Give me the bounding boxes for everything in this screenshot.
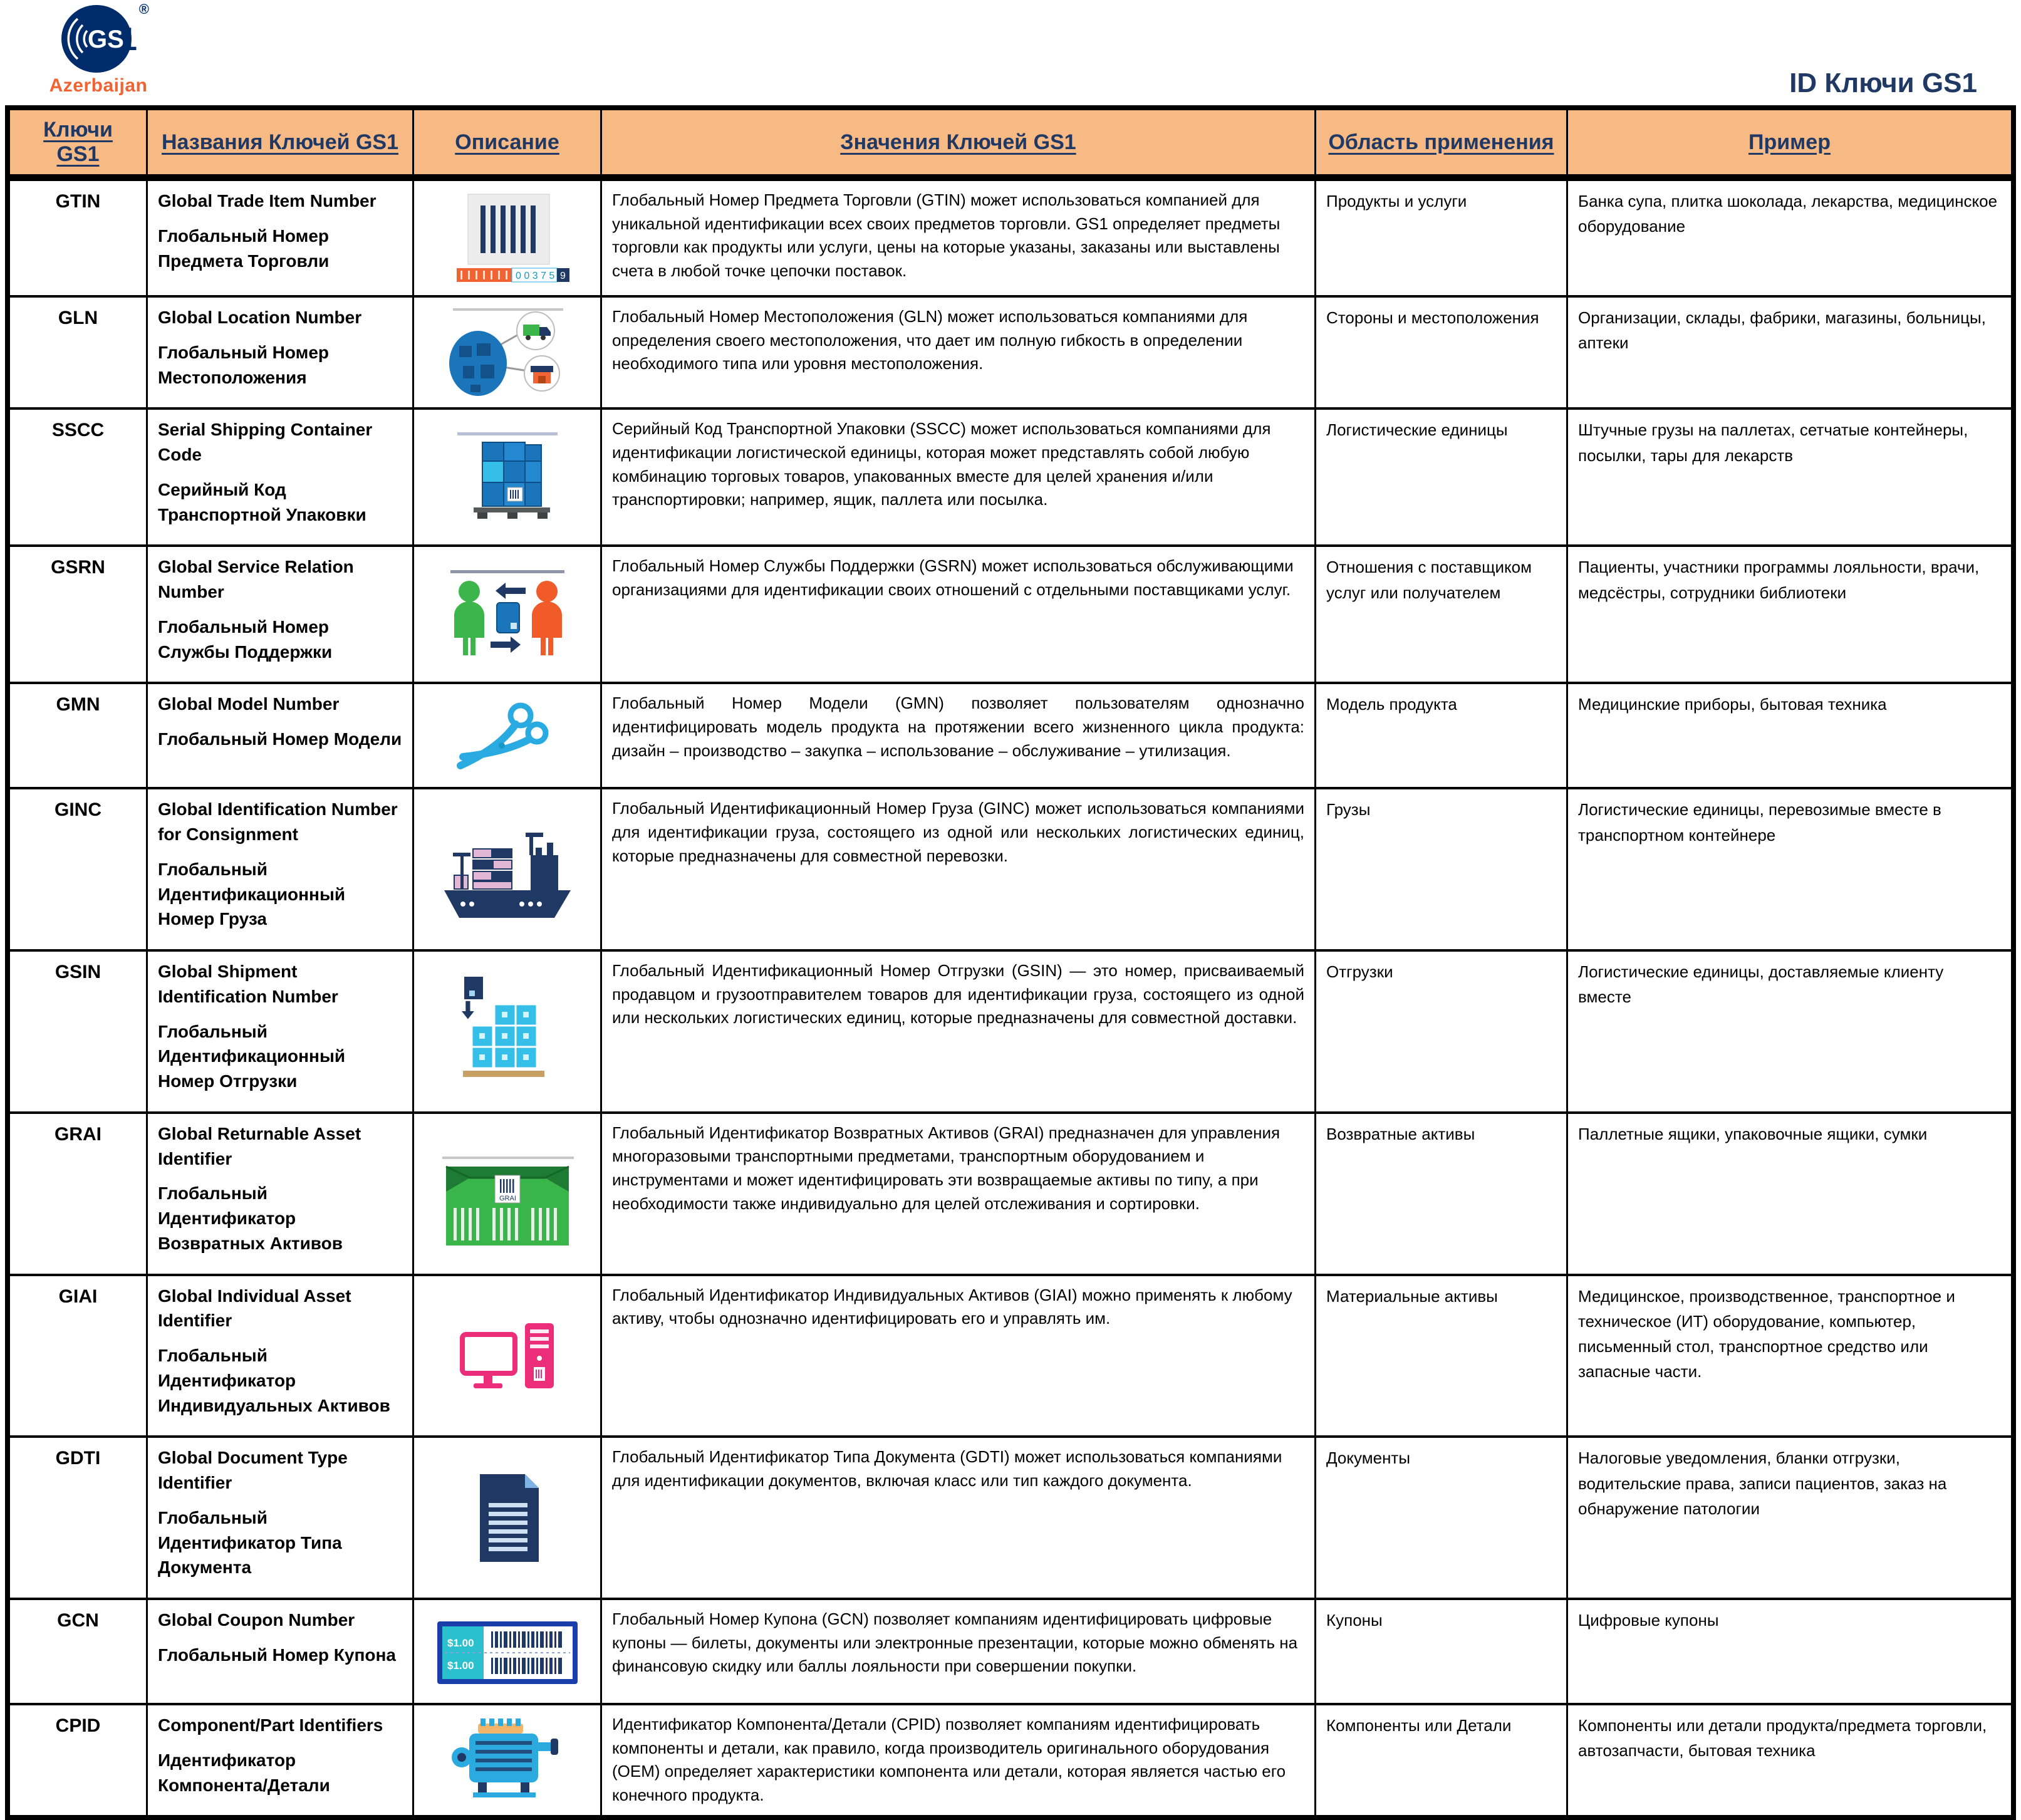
key-cell: GCN — [57, 1610, 99, 1631]
location-network-icon — [442, 306, 573, 400]
example-cell: Медицинское, производственное, транспортное и техническое (ИТ) оборудование, компьютер, письменный стол, транспортное средство или запасные части. — [1566, 1276, 2011, 1436]
table-row-ginc — [10, 787, 2011, 949]
table-row-gcn — [10, 1598, 2011, 1703]
page-title: ID Ключи GS1 — [1789, 68, 1977, 98]
name-cell — [146, 1600, 412, 1703]
icon-cell — [412, 298, 600, 407]
key-name-ru: Глобальный Номер Купона — [158, 1645, 396, 1665]
logo-region-label: Azerbaijan — [49, 75, 148, 96]
table-header-row — [10, 110, 2011, 179]
shipment-boxes-icon — [442, 972, 573, 1091]
key-name-ru: Идентификатор Компонента/Детали — [158, 1750, 330, 1795]
svg-text:GS: GS — [88, 26, 124, 53]
name-cell — [146, 547, 412, 682]
page-header — [0, 0, 2021, 105]
key-name-ru: Глобальный Идентификатор Индивидуальных Активов — [158, 1346, 390, 1415]
cargo-ship-icon — [435, 816, 579, 923]
example-cell: Логистические единицы, перевозимые вместе в транспортном контейнере — [1566, 789, 2011, 949]
svg-text:$1.00: $1.00 — [447, 1637, 474, 1649]
name-cell — [146, 684, 412, 787]
key-cell: GIAI — [58, 1286, 98, 1307]
key-name-ru: Глобальный Идентификационный Номер Отгрузки — [158, 1021, 346, 1091]
table-row-gsin — [10, 949, 2011, 1111]
icon-cell — [412, 684, 600, 787]
description-cell: Глобальный Номер Модели (GMN) позволяет пользователям однозначно идентифицировать модель продукта на протяжении всего жизненного цикла продукта: дизайн – производство – закупка – использование – обслуживание – утилизация. — [600, 684, 1314, 787]
description-cell: Глобальный Идентификатор Индивидуальных Активов (GIAI) можно применять к любому активу, чтобы однозначно идентифицировать его и управлять им. — [600, 1276, 1314, 1436]
key-cell: GDTI — [55, 1448, 101, 1469]
key-name-en: Global Identification Number for Consignment — [158, 799, 398, 844]
area-cell: Грузы — [1314, 789, 1566, 949]
description-cell: Глобальный Номер Службы Поддержки (GSRN) может использоваться обслуживающими организациями для идентификации своих отношений с отдельными поставщиками услуг. — [600, 547, 1314, 682]
icon-cell — [412, 1438, 600, 1598]
key-name-en: Global Returnable Asset Identifier — [158, 1123, 361, 1168]
example-cell: Штучные грузы на паллетах, сетчатые контейнеры, посылки, тары для лекарств — [1566, 410, 2011, 544]
example-cell: Цифровые купоны — [1566, 1600, 2011, 1703]
icon-cell — [412, 1276, 600, 1436]
table-row-sscc — [10, 407, 2011, 544]
description-cell: Идентификатор Компонента/Детали (CPID) позволяет компаниям идентифицировать компоненты и детали, как правило, когда производитель оригинального оборудования (OEM) определяет характеристики компонента или детали, которая является частью его конечного продукта. — [600, 1705, 1314, 1815]
key-name-en: Global Document Type Identifier — [158, 1448, 348, 1492]
table-row-gdti — [10, 1435, 2011, 1598]
computer-equipment-icon — [445, 1312, 570, 1400]
key-name-ru: Глобальный Номер Предмета Торговли — [158, 226, 330, 271]
name-cell — [146, 952, 412, 1111]
key-name-ru: Серийный Код Транспортной Упаковки — [158, 479, 366, 524]
description-cell: Глобальный Номер Местоположения (GLN) может использоваться компаниями для определения своего местоположения, что дает им полную гибкость в определении необходимого типа или уровня местоположения. — [600, 298, 1314, 407]
svg-text:$1.00: $1.00 — [447, 1660, 474, 1672]
area-cell: Возвратные активы — [1314, 1114, 1566, 1274]
key-name-ru: Глобальный Идентификатор Возвратных Активов — [158, 1183, 343, 1253]
key-name-ru: Глобальный Идентификационный Номер Груза — [158, 859, 346, 929]
gs1-azerbaijan-logo — [39, 1, 158, 96]
svg-text:1: 1 — [119, 21, 137, 58]
icon-cell — [412, 410, 600, 544]
key-cell: CPID — [55, 1715, 101, 1736]
name-cell — [146, 1438, 412, 1598]
key-name-en: Global Coupon Number — [158, 1610, 355, 1630]
example-cell: Налоговые уведомления, бланки отгрузки, водительские права, записи пациентов, заказ на обнаружение патологии — [1566, 1438, 2011, 1598]
scissors-icon — [442, 692, 573, 779]
area-cell: Логистические единицы — [1314, 410, 1566, 544]
area-cell: Отношения с поставщиком услуг или получателем — [1314, 547, 1566, 682]
svg-text:0 0 3 7 5: 0 0 3 7 5 — [515, 271, 554, 281]
area-cell: Модель продукта — [1314, 684, 1566, 787]
key-name-en: Global Service Relation Number — [158, 557, 354, 601]
area-cell: Материальные активы — [1314, 1276, 1566, 1436]
header-cell-description: Описание — [412, 110, 600, 174]
table-row-gmn — [10, 682, 2011, 787]
example-cell: Банка супа, плитка шоколада, лекарства, медицинское оборудование — [1566, 181, 2011, 295]
key-cell: GMN — [56, 694, 100, 715]
key-cell: GSRN — [51, 557, 105, 578]
header-cell-area: Область применения — [1314, 110, 1566, 174]
icon-cell — [412, 547, 600, 682]
table-row-cpid — [10, 1703, 2011, 1815]
header-cell-names: Названия Ключей GS1 — [146, 110, 412, 174]
name-cell — [146, 1114, 412, 1274]
area-cell: Купоны — [1314, 1600, 1566, 1703]
key-name-en: Component/Part Identifiers — [158, 1715, 383, 1735]
gs1-logo-icon — [51, 1, 149, 74]
example-cell: Организации, склады, фабрики, магазины, больницы, аптеки — [1566, 298, 2011, 407]
name-cell — [146, 410, 412, 544]
key-name-en: Global Trade Item Number — [158, 191, 377, 211]
icon-cell — [412, 181, 600, 295]
key-cell: GLN — [58, 308, 98, 328]
key-name-en: Global Model Number — [158, 694, 340, 714]
name-cell — [146, 1276, 412, 1436]
table-row-gtin — [10, 179, 2011, 295]
icon-cell — [412, 952, 600, 1111]
header-cell-meaning: Значения Ключей GS1 — [600, 110, 1314, 174]
key-name-ru: Глобальный Номер Модели — [158, 729, 402, 749]
table-row-giai — [10, 1274, 2011, 1436]
service-relation-icon — [442, 568, 573, 662]
example-cell: Медицинские приборы, бытовая техника — [1566, 684, 2011, 787]
icon-cell — [412, 1705, 600, 1815]
name-cell — [146, 789, 412, 949]
svg-text:9: 9 — [559, 271, 566, 281]
area-cell: Документы — [1314, 1438, 1566, 1598]
key-cell: SSCC — [51, 420, 105, 441]
area-cell: Отгрузки — [1314, 952, 1566, 1111]
coupon-icon — [432, 1608, 583, 1695]
header-cell-keys: Ключи GS1 — [43, 118, 113, 166]
example-cell: Компоненты или детали продукта/предмета торговли, автозапчасти, бытовая техника — [1566, 1705, 2011, 1815]
name-cell — [146, 181, 412, 295]
engine-icon — [442, 1713, 573, 1807]
key-name-en: Global Location Number — [158, 308, 362, 327]
table-row-gln — [10, 295, 2011, 407]
key-cell: GTIN — [55, 191, 101, 212]
description-cell: Глобальный Номер Купона (GCN) позволяет компаниям идентифицировать цифровые купоны — билеты, документы или электронные презентации, которые можно обменять на финансовую скидку или баллы лояльности при совершении покупки. — [600, 1600, 1314, 1703]
area-cell: Компоненты или Детали — [1314, 1705, 1566, 1815]
header-cell-example: Пример — [1566, 110, 2011, 174]
example-cell: Паллетные ящики, упаковочные ящики, сумки — [1566, 1114, 2011, 1274]
table-row-grai — [10, 1111, 2011, 1274]
icon-cell — [412, 789, 600, 949]
description-cell: Глобальный Идентификационный Номер Отгрузки (GSIN) — это номер, присваиваемый продавцом и грузоотправителем товаров для идентификации груза, состоящего из одной или нескольких логистических единиц, которые предназначены для совместной доставки. — [600, 952, 1314, 1111]
registered-mark: ® — [138, 1, 149, 17]
area-cell: Стороны и местоположения — [1314, 298, 1566, 407]
key-cell: GSIN — [55, 962, 101, 982]
document-icon — [451, 1468, 564, 1568]
key-name-ru: Глобальный Номер Местоположения — [158, 342, 330, 387]
description-cell: Серийный Код Транспортной Упаковки (SSCC) может использоваться компаниями для идентификации логистической единицы, которая может представлять собой любую комбинацию торговых товаров, упакованных вместе для целей хранения и/или транспортировки; например, ящик, паллета или посылка. — [600, 410, 1314, 544]
description-cell: Глобальный Номер Предмета Торговли (GTIN) может использоваться компанией для уникальной идентификации всех своих предметов торговли. GS1 определяет предметы торговли как продукты или услуги, цены на которые указаны, заказаны или выставлены счета в любой точке цепочки поставок. — [600, 181, 1314, 295]
svg-text:GRAI: GRAI — [499, 1195, 516, 1203]
table-row-gsrn — [10, 544, 2011, 682]
key-name-ru: Глобальный Идентификатор Типа Документа — [158, 1507, 342, 1578]
gs1-keys-table — [5, 105, 2016, 1820]
icon-cell — [412, 1114, 600, 1274]
name-cell — [146, 298, 412, 407]
key-name-en: Global Shipment Identification Number — [158, 962, 338, 1006]
key-cell: GRAI — [55, 1123, 101, 1145]
description-cell: Глобальный Идентификационный Номер Груза (GINC) может использоваться компаниями для идентификации груза, состоящего из одной или нескольких логистических единиц, которые предназначены для совместной перевозки. — [600, 789, 1314, 949]
area-cell: Продукты и услуги — [1314, 181, 1566, 295]
name-cell — [146, 1705, 412, 1815]
example-cell: Пациенты, участники программы лояльности, врачи, медсёстры, сотрудники библиотеки — [1566, 547, 2011, 682]
icon-cell — [412, 1600, 600, 1703]
example-cell: Логистические единицы, доставляемые клиенту вместе — [1566, 952, 2011, 1111]
returnable-crate-icon — [432, 1134, 583, 1253]
key-cell: GINC — [55, 799, 101, 821]
pallet-boxes-icon — [445, 430, 570, 525]
key-name-en: Global Individual Asset Identifier — [158, 1286, 351, 1331]
description-cell: Глобальный Идентификатор Возвратных Активов (GRAI) предназначен для управления многоразовыми транспортными предметами, транспортным оборудованием и инструментами и может идентифицировать эти возвращаемые активы по типу, а при необходимости также индивидуально для целей отслеживания и сортировки. — [600, 1114, 1314, 1274]
description-cell: Глобальный Идентификатор Типа Документа (GDTI) может использоваться компаниями для идентификации документов, включая класс или тип каждого документа. — [600, 1438, 1314, 1598]
barcode-icon — [438, 190, 577, 286]
key-name-en: Serial Shipping Container Code — [158, 420, 373, 464]
key-name-ru: Глобальный Номер Службы Поддержки — [158, 616, 333, 662]
